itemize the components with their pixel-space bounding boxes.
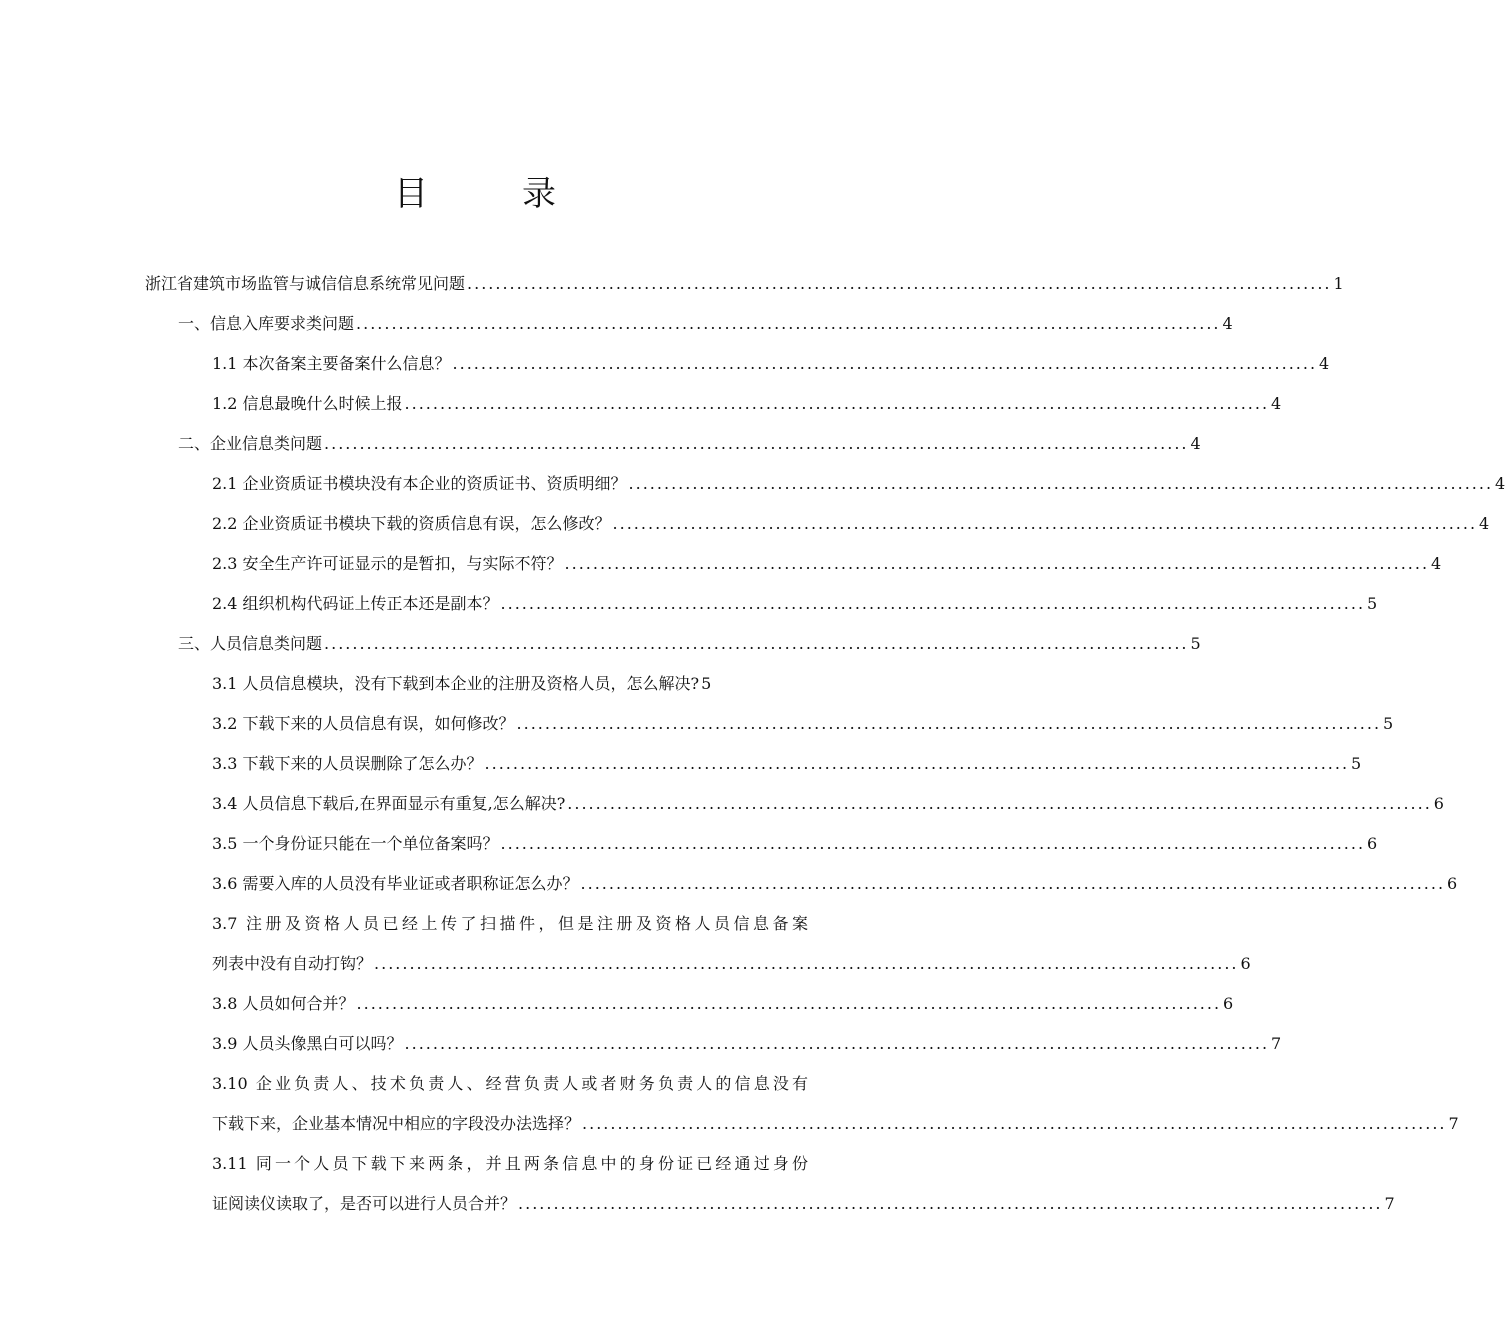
toc-entry-text: 3.6 需要入库的人员没有毕业证或者职称证怎么办？ [212, 874, 579, 893]
toc-entry-text: 3.8 人员如何合并？ [212, 994, 355, 1013]
toc-entry[interactable] [212, 944, 1251, 984]
toc-leader-dots: .......................................................................................................................... [356, 314, 1221, 333]
toc-entry[interactable] [212, 344, 1330, 384]
toc-entry-text: 3.4 人员信息下载后,在界面显示有重复,怎么解决? [212, 794, 566, 813]
toc-entry[interactable] [212, 464, 1505, 504]
toc-page-number: 6 [1240, 954, 1251, 973]
toc-leader-dots: .......................................................................................................................... [324, 634, 1189, 653]
toc-leader-dots: .......................................................................................................................... [484, 754, 1350, 773]
toc-page-number: 4 [1190, 434, 1201, 453]
toc-entry[interactable] [212, 784, 1444, 824]
toc-entry-text: 3.5 一个身份证只能在一个单位备案吗？ [212, 834, 499, 853]
toc-entry[interactable] [212, 864, 1458, 904]
toc-leader-dots: .......................................................................................................................... [404, 1034, 1270, 1053]
toc-leader-dots: .......................................................................................................................... [452, 354, 1318, 373]
toc-leader-dots: .......................................................................................................................... [518, 1194, 1383, 1213]
toc-entry[interactable] [145, 264, 1344, 304]
toc-entry[interactable] [212, 704, 1394, 744]
toc-page-number: 6 [1447, 874, 1458, 893]
toc-entry-first-line[interactable]: 3.11 同一个人员下载下来两条，并且两条信息中的身份证已经通过身份 [212, 1154, 808, 1173]
toc-page-number: 4 [1222, 314, 1233, 333]
toc-leader-dots: .......................................................................................................................... [500, 594, 1366, 613]
toc-leader-dots: .......................................................................................................................... [564, 554, 1430, 573]
toc-entry[interactable] [212, 384, 1282, 424]
toc-page-number: 5 [701, 674, 712, 693]
toc-entry-text: 证阅读仪读取了，是否可以进行人员合并？ [212, 1194, 517, 1213]
toc-page-number: 6 [1367, 834, 1378, 853]
toc-leader-dots: .......................................................................................................................... [582, 1114, 1447, 1133]
toc-entry[interactable] [178, 424, 1201, 464]
toc-entry-text: 2.1 企业资质证书模块没有本企业的资质证书、资质明细？ [212, 474, 627, 493]
toc-entry-text: 二、企业信息类问题 [178, 434, 323, 453]
toc-leader-dots: .......................................................................................................................... [567, 794, 1432, 813]
toc-entry-text: 浙江省建筑市场监管与诚信信息系统常见问题 [145, 274, 466, 293]
toc-page-number: 6 [1223, 994, 1234, 1013]
toc-entry-text: 3.2 下载下来的人员信息有误，如何修改？ [212, 714, 515, 733]
toc-entry[interactable] [178, 304, 1233, 344]
toc-leader-dots: .......................................................................................................................... [500, 834, 1366, 853]
toc-title: 目 录 [394, 174, 586, 214]
toc-entry[interactable] [212, 1184, 1395, 1224]
toc-entry-first-line[interactable]: 3.10 企业负责人、技术负责人、经营负责人或者财务负责人的信息没有 [212, 1074, 808, 1093]
toc-entry-text: 一、信息入库要求类问题 [178, 314, 355, 333]
toc-entry[interactable] [212, 824, 1378, 864]
toc-entry-text: 3.3 下载下来的人员误删除了怎么办？ [212, 754, 483, 773]
toc-page-number: 7 [1448, 1114, 1459, 1133]
toc-entry[interactable] [178, 624, 1201, 664]
toc-entry[interactable] [212, 504, 1490, 544]
toc-page-number: 4 [1495, 474, 1505, 493]
toc-page-number: 4 [1319, 354, 1330, 373]
toc-entry[interactable] [212, 1104, 1459, 1144]
toc-entry[interactable] [212, 664, 808, 704]
toc-leader-dots: .......................................................................................................................... [516, 714, 1382, 733]
toc-entry-text: 下载下来，企业基本情况中相应的字段没办法选择？ [212, 1114, 581, 1133]
toc-page-number: 5 [1367, 594, 1378, 613]
toc-entry-text: 3.1 人员信息模块，没有下载到本企业的注册及资格人员，怎么解决? [212, 674, 700, 693]
toc-entry-text: 列表中没有自动打钩？ [212, 954, 373, 973]
toc-page-number: 4 [1479, 514, 1490, 533]
toc-entry[interactable] [212, 1024, 1282, 1064]
toc-leader-dots: .......................................................................................................................... [467, 274, 1332, 293]
toc-entry-text: 1.2 信息最晚什么时候上报 [212, 394, 403, 413]
toc-entry-text: 2.3 安全生产许可证显示的是暂扣，与实际不符？ [212, 554, 563, 573]
toc-entry-text: 1.1 本次备案主要备案什么信息？ [212, 354, 451, 373]
toc-leader-dots: .......................................................................................................................... [612, 514, 1478, 533]
toc-page-number: 5 [1351, 754, 1362, 773]
toc-entry-text: 三、人员信息类问题 [178, 634, 323, 653]
toc-entry[interactable] [212, 584, 1378, 624]
toc-page-number: 6 [1433, 794, 1444, 813]
toc-page-number: 1 [1333, 274, 1344, 293]
toc-leader-dots: .......................................................................................................................... [374, 954, 1239, 973]
toc-page-number: 5 [1383, 714, 1394, 733]
toc-entry[interactable] [212, 744, 1362, 784]
toc-page-number: 4 [1431, 554, 1442, 573]
toc-leader-dots: .......................................................................................................................... [628, 474, 1494, 493]
toc-entry-text: 2.2 企业资质证书模块下载的资质信息有误，怎么修改？ [212, 514, 611, 533]
toc-leader-dots: .......................................................................................................................... [324, 434, 1189, 453]
toc-page-number: 4 [1271, 394, 1282, 413]
toc-entry[interactable] [212, 544, 1442, 584]
toc-page-number: 7 [1384, 1194, 1395, 1213]
toc-entry-text: 2.4 组织机构代码证上传正本还是副本？ [212, 594, 499, 613]
toc-page-number: 5 [1190, 634, 1201, 653]
toc-page-number: 7 [1271, 1034, 1282, 1053]
toc-leader-dots: .......................................................................................................................... [404, 394, 1270, 413]
toc-entry-text: 3.9 人员头像黑白可以吗？ [212, 1034, 403, 1053]
toc-entry-first-line[interactable]: 3.7 注册及资格人员已经上传了扫描件，但是注册及资格人员信息备案 [212, 914, 808, 933]
toc-entry[interactable] [212, 984, 1234, 1024]
toc-leader-dots: .......................................................................................................................... [356, 994, 1222, 1013]
toc-leader-dots: .......................................................................................................................... [580, 874, 1446, 893]
